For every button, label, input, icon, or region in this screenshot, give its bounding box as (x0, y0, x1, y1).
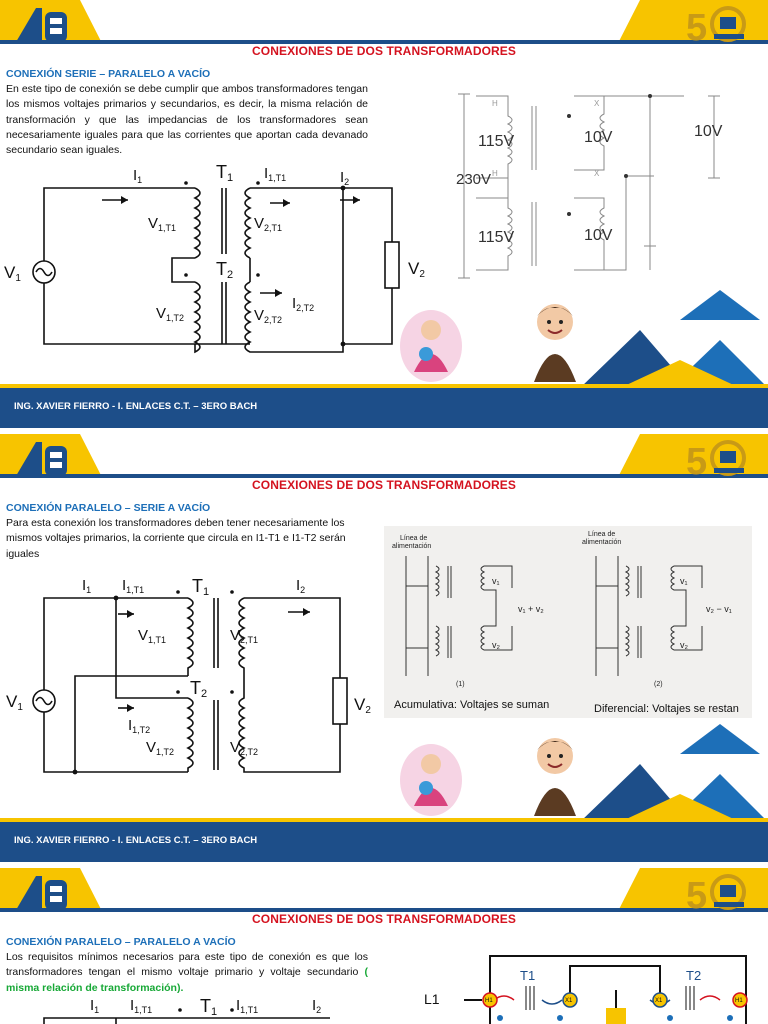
institution-logo-icon (12, 438, 72, 478)
decorative-triangles (560, 724, 768, 822)
section-heading: CONEXIÓN PARALELO – PARALELO A VACÍO (6, 936, 236, 948)
header-band (0, 0, 768, 44)
decorative-triangles (560, 290, 768, 388)
label-t1: T1 (192, 576, 210, 598)
svg-text:5: 5 (686, 441, 708, 483)
label-v2: V2 (354, 695, 371, 716)
svg-text:v₁ + v₂: v₁ + v₂ (518, 604, 544, 614)
svg-text:v₂ − v₁: v₂ − v₁ (706, 604, 732, 614)
svg-text:alimentación: alimentación (392, 543, 432, 550)
svg-text:(2): (2) (654, 681, 663, 688)
header-band (0, 868, 768, 912)
svg-text:Línea de: Línea de (400, 535, 428, 542)
label-v1-t1: $V_{1,T1}$ (138, 627, 167, 645)
svg-text:X: X (594, 169, 600, 178)
label-i1: $I_1$ (90, 997, 100, 1015)
svg-text:H: H (492, 169, 498, 178)
slide-title: CONEXIONES DE DOS TRANSFORMADORES (252, 912, 516, 926)
label-v1: V1 (4, 263, 21, 284)
svg-text:v₁: v₁ (492, 576, 500, 586)
label-t1: T1 (200, 996, 218, 1018)
svg-text:Acumulativa: Voltajes se suman: Acumulativa: Voltajes se suman (394, 699, 550, 711)
slide-3 (0, 868, 768, 1024)
svg-text:(1): (1) (456, 681, 465, 688)
label-v2: V2 (408, 259, 425, 280)
section-heading: CONEXIÓN PARALELO – SERIE A VACÍO (6, 502, 211, 514)
saint-character-icon (524, 296, 586, 384)
slide-title: CONEXIONES DE DOS TRANSFORMADORES (252, 44, 516, 58)
svg-text:T1: T1 (520, 968, 536, 983)
description-text (6, 950, 368, 996)
svg-text:X: X (594, 99, 600, 108)
slide-2 (0, 434, 768, 866)
label-i2-t2: $I_{2,T2}$ (292, 295, 315, 313)
svg-text:H1: H1 (485, 998, 493, 1004)
saint-mary-badge-icon (398, 298, 464, 384)
svg-text:alimentación: alimentación (582, 539, 622, 546)
description-text: En este tipo de conexión se debe cumplir que ambos transformadores tengan los mismos voltajes primarios y secundarios, es decir, la misma relación de transformación y que las impedancias de los transformadores sean necesariamente iguales para que las corrientes que aportan cada devanado secundario sean iguales. (6, 83, 368, 157)
description-text: Para esta conexión los transformadores deben tener necesariamente los mismos voltajes primarios, la corriente que circula en I1-T1 e I1-T2 serán iguales (6, 517, 346, 560)
slide-1 (0, 0, 768, 432)
svg-text:v₂: v₂ (680, 640, 688, 650)
anniversary-50-logo-icon (684, 870, 762, 917)
svg-text:v₂: v₂ (492, 640, 500, 650)
header-band (0, 434, 768, 478)
schematic-paralelo-paralelo (420, 946, 768, 1024)
label-i1: $I_1$ (133, 167, 143, 185)
description-text-highlight: ( misma relación de transformación). (6, 966, 368, 994)
svg-text:X1: X1 (655, 998, 663, 1004)
footer-text: ING. XAVIER FIERRO - I. ENLACES C.T. – 3ERO BACH (14, 401, 258, 412)
label-v2-t1: $V_{2,T1}$ (254, 215, 283, 233)
label-i2: $I_2$ (340, 169, 350, 187)
label-i2: $I_2$ (296, 577, 306, 595)
label-i1-t1: $I_{1,T1}$ (264, 165, 287, 183)
svg-text:H: H (492, 99, 498, 108)
label-t1: T1 (216, 162, 234, 184)
label-v1: V1 (6, 692, 23, 713)
label-v1-t2: $V_{1,T2}$ (146, 739, 175, 757)
svg-text:10V: 10V (694, 123, 723, 140)
label-v2-t2: $V_{2,T2}$ (254, 307, 283, 325)
schematic-230v-diagram (454, 86, 734, 286)
label-i1-t1: $I_{1,T1}$ (122, 577, 145, 595)
institution-logo-icon (12, 4, 72, 44)
svg-text:5: 5 (686, 7, 708, 49)
circuit-diagram-serie-paralelo (0, 158, 425, 348)
figure-acumulativa-diferencial-drawing (384, 526, 752, 718)
label-i1: $I_1$ (82, 577, 92, 595)
label-i1-t2: $I_{1,T2}$ (128, 717, 151, 735)
circuit-diagram-paralelo-paralelo (0, 992, 384, 1024)
svg-text:H1: H1 (735, 998, 743, 1004)
description-text-main: Los requisitos mínimos necesarios para este tipo de conexión es que los transformadores tengan el mismo voltaje primario y voltaje secundario (6, 951, 368, 979)
label-v1-t1: $V_{1,T1}$ (148, 215, 177, 233)
label-v1-t2: $V_{1,T2}$ (156, 305, 185, 323)
svg-text:115V: 115V (478, 229, 515, 246)
label-v2-t2: $V_{2,T2}$ (230, 739, 259, 757)
svg-text:v₁: v₁ (680, 576, 688, 586)
svg-text:230V: 230V (456, 171, 492, 188)
saint-mary-badge-icon (398, 732, 464, 818)
label-t2: T2 (190, 678, 208, 700)
footer-text: ING. XAVIER FIERRO - I. ENLACES C.T. – 3ERO BACH (14, 835, 258, 846)
svg-text:10V: 10V (584, 227, 613, 244)
label-t2: T2 (216, 259, 234, 281)
circuit-diagram-paralelo-serie (0, 572, 384, 782)
svg-text:T2: T2 (686, 968, 702, 983)
anniversary-50-logo-icon (684, 2, 762, 49)
saint-character-icon (524, 730, 586, 818)
slide-title: CONEXIONES DE DOS TRANSFORMADORES (252, 478, 516, 492)
svg-text:L1: L1 (424, 991, 440, 1007)
svg-text:5: 5 (686, 875, 708, 917)
svg-text:Diferencial: Voltajes se resta: Diferencial: Voltajes se restan (594, 703, 739, 715)
anniversary-50-logo-icon (684, 436, 762, 483)
svg-text:10V: 10V (584, 129, 613, 146)
svg-text:X1: X1 (565, 998, 573, 1004)
section-heading: CONEXIÓN SERIE – PARALELO A VACÍO (6, 68, 211, 80)
svg-text:Línea de: Línea de (588, 531, 616, 538)
label-v2-t1: $V_{2,T1}$ (230, 627, 259, 645)
label-i2: $I_2$ (312, 997, 322, 1015)
label-i1-t1: $I_{1,T1}$ (130, 997, 153, 1015)
svg-text:115V: 115V (478, 133, 515, 150)
institution-logo-icon (12, 872, 72, 912)
label-i1-t1-right: $I_{1,T1}$ (236, 997, 259, 1015)
